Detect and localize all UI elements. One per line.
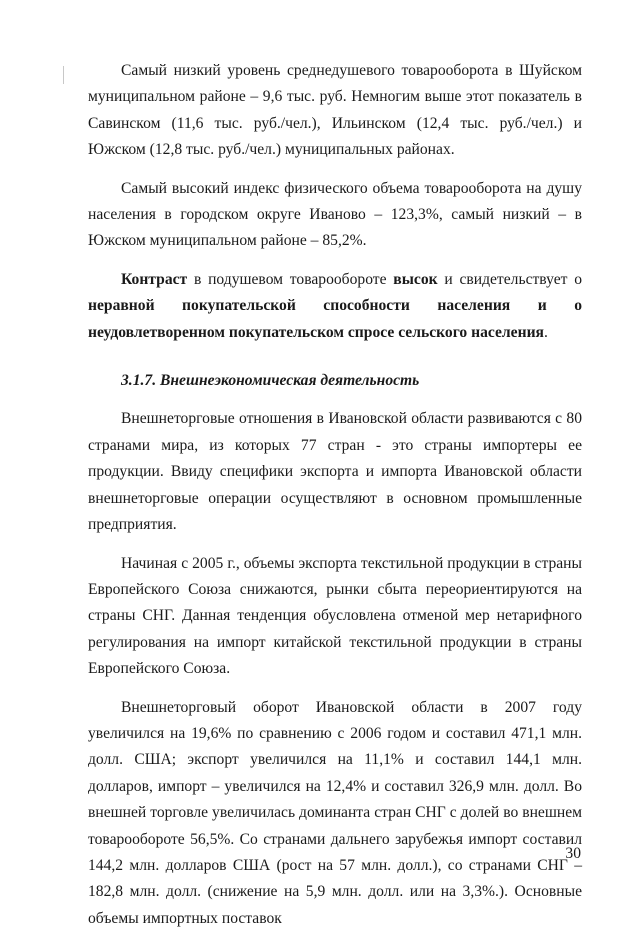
contrast-word: Контраст <box>121 270 188 288</box>
paragraph-highest-index: Самый высокий индекс физического объема товарооборота на душу населения в городском округе Иваново – 123,3%, самый низкий – в Южском муниципальном районе – 85,2%. <box>88 179 582 250</box>
paragraph-trade-relations: Внешнеторговые отношения в Ивановской области развиваются с 80 странами мира, из которых 77 стран - это страны импортеры ее продукции. Ввиду специфики экспорта и импорта Ивановской области внешнеторговые операции осуществляют в основном промышленные предприятия. <box>88 410 582 534</box>
high-word: высок <box>393 270 438 288</box>
paragraph-textile-export: Начиная с 2005 г., объемы экспорта текстильной продукции в страны Европейского Союза снижаются, рынки сбыта переориентируются на страны СНГ. Данная тенденция обусловлена отменой мер нетарифного регулирования на импорт китайской текстильной продукции в страны Европейского Союза. <box>88 554 582 678</box>
paragraph-trade-turnover: Внешнеторговый оборот Ивановской области в 2007 году увеличился на 19,6% по сравнению с 2006 годом и составил 471,1 млн. долл. США; экспорт увеличился на 11,1% и составил 144,1 млн. долларов, импорт – увеличился на 12,4% и составил 326,9 млн. долл. Во внешней торговле увеличилась доминанта стран СНГ с долей во внешнем товарообороте 56,5%. Со странами дальнего зарубежья импорт составил 144,2 млн. долларов США (рост на 57 млн. долл.), со странами СНГ – 182,8 млн. долл. (снижение на 5,9 млн. долл. или на 3,3%.). Основные объемы импортных поставок <box>88 698 582 927</box>
page-number: 30 <box>565 845 581 862</box>
contrast-text-2: и свидетельствует о <box>437 270 583 288</box>
page-body <box>88 58 582 932</box>
paragraph-lowest-turnover: Самый низкий уровень среднедушевого товарооборота в Шуйском муниципальном районе – 9,6 тыс. руб. Немногим выше этот показатель в Савинском (11,6 тыс. руб./чел.), Ильинском (12,4 тыс. руб./чел.) и Южском (12,8 тыс. руб./чел.) муниципальных районах. <box>88 62 582 159</box>
contrast-conclusion: неравной покупательской способности населения и о неудовлетворенном покупательском спросе сельского населения <box>88 297 582 341</box>
paragraph-contrast <box>88 267 582 346</box>
contrast-period: . <box>544 323 548 341</box>
contrast-text-1: в подушевом товарообороте <box>187 270 394 288</box>
scan-margin-mark <box>63 66 64 84</box>
section-heading: 3.1.7. Внешнеэкономическая деятельность <box>121 372 420 390</box>
